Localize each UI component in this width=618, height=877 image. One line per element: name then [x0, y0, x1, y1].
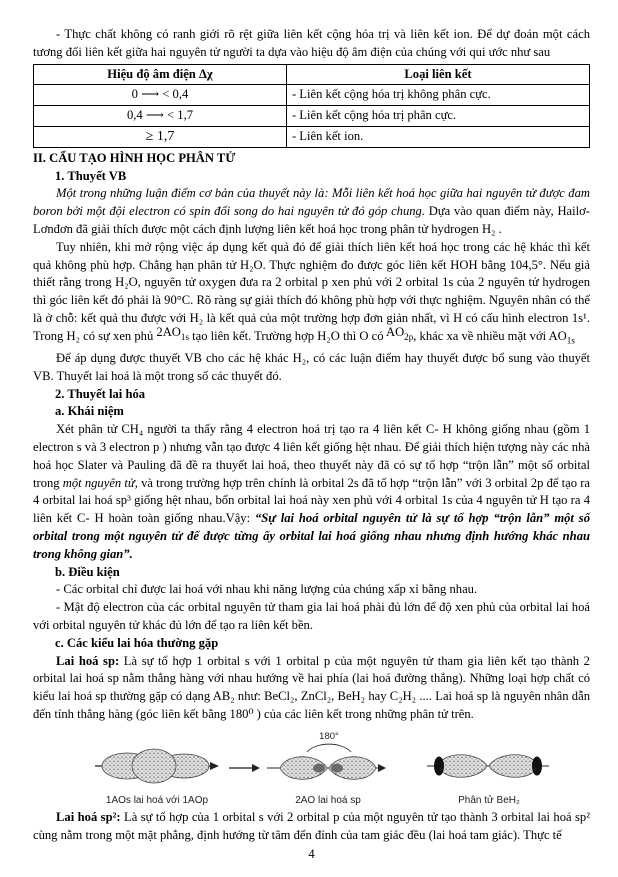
sp-hybridization-paragraph: Lai hoá sp: Là sự tổ hợp 1 orbital s với 1 orbital p của một nguyên tử tham gia liên kết tạo thành 2 orbital lai hoá sp nằm thẳng hàng với nhau hướng về hai phía (lai hoá đường thẳng). Những loại hợp chất có kiểu lai hoá sp thường gặp có dạng AB₂ như: BeCl₂, ZnCl₂, BeH₂ hay C₂H₂ .... Lai hoá sp là nguyên nhân dẫn đến tính thẳng hàng (góc liên kết bằng 180⁰ ) của các liên kết trong những phân tử trên. — [33, 653, 590, 721]
heading-common-hybridizations: c. Các kiểu lai hóa thường gặp — [55, 635, 219, 650]
table-row — [34, 106, 590, 127]
bond-type-cell: - Liên kết ion. — [286, 126, 589, 147]
condition-bullet-energy: - Các orbital chỉ được lai hoá với nhau khi năng lượng của chúng xấp xỉ bằng nhau. — [56, 582, 478, 597]
vb-principle-paragraph: Một trong những luận điểm cơ bản của thuyết này là: Mỗi liên kết hoá học giữa hai nguyên tử được đam boron bởi một đội electron có spin đối song do hai nguyên tử đó góp chung. Dựa vào quan điểm này, Hailơ-Lơnđơn đã giải thích được một cách định lượng liên kết hoá học trong phân tử hydrogen H₂ . — [33, 186, 590, 236]
sp-hybridization-figure — [73, 728, 573, 807]
section-heading-geometry: II. CẤU TẠO HÌNH HỌC PHÂN TỬ — [33, 150, 236, 165]
range-cell: ≥ 1,7 — [34, 126, 287, 147]
heading-hybridization-theory: 2. Thuyết lai hóa — [55, 386, 146, 401]
vb-limitation-paragraph: Tuy nhiên, khi mở rộng việc áp dụng kết quả đó để giải thích liên kết hoá học trong các hệ khác thì kết quả không phù hợp. Chẳng hạn phân tử H₂O. Thực nghiệm đo được góc liên kết HOH bằng 104,5°. Nếu giả thiết rằng trong H₂O, nguyên tử oxygen đưa ra 2 orbital p xen phủ với 2 orbital 1s của 2 nguyên tử hydrogen thì góc liên kết đó phải là 90°C. Rõ ràng sự giải thích đó không phù hợp với thực nghiệm. Nguyên nhân có thể là ở chỗ: kết quả thu được với H₂ là kết quả của một trường hợp đơn giản nhất, vì H có cấu hình electron 1s¹. Trong H₂ có sự xen phủ 2AO1s tạo liên kết. Trường hợp H₂O thì O có AO2p, khác xa về nhiều mặt với $AO_{1s}$ — [33, 239, 591, 346]
sp-hybrid-orbitals-icon — [267, 728, 389, 792]
diagram-label-sp-hybrid: 2AO lai hoá sp — [295, 794, 361, 806]
vb-supplement-paragraph: Để áp dụng được thuyết VB cho các hệ khác H₂, có các luận điểm hay thuyết được bổ sung vào thuyết VB. Thuyết lai hoá là một trong số các thuyết đó. — [33, 351, 590, 383]
bond-type-cell: - Liên kết cộng hóa trị không phân cực. — [286, 85, 589, 106]
diagram-beh2-molecule — [425, 740, 553, 807]
table-header-row — [34, 64, 590, 85]
beh2-molecule-icon — [425, 740, 553, 792]
intro-paragraph: - Thực chất không có ranh giới rõ rệt giữa liên kết cộng hóa trị và liên kết ion. Để dự đoán một cách tương đối liên kết giữa hai nguyên tử người ta dựa vào hiệu độ âm điện của chúng với qui ước như sau — [33, 27, 590, 59]
heading-concept: a. Khái niệm — [55, 404, 124, 419]
diagram-aos-aop — [93, 740, 221, 807]
diagram-label-aos-aop: 1AOs lai hoá với 1AOp — [105, 794, 209, 806]
diagram-label-beh2: Phân tử BeH₂ — [458, 794, 520, 806]
page-number: 4 — [308, 847, 315, 862]
sp2-hybridization-paragraph: Lai hoá sp²: Là sự tổ hợp của 1 orbital s với 2 orbital p của một nguyên tử tạo thành 3 orbital lai hoá sp² cùng nằm trong một mặt phẳng, định hướng từ tâm đến đỉnh của tam giác đều (lai hoá tam giác). Thực tế — [33, 809, 590, 842]
range-cell: 0 ⟶ < 0,4 — [34, 85, 287, 106]
diagram-sp-hybrid — [267, 728, 389, 807]
table-row — [34, 126, 590, 147]
concept-paragraph: Xét phân tử CH₄ người ta thấy rằng 4 electron hoá trị tạo ra 4 liên kết C- H không giống nhau (gồm 1 electron s và 3 electron p ) nhưng vẫn tạo được 4 liên kết giống hệt nhau. Để giải thích hiện tượng này các nhà hoá học Slater và Pauling đã đề ra thuyết lai hoá, theo thuyết này đã có sự tổ hợp “trộn lẫn” một số orbital trong một nguyên tử, và trong trường hợp trên chính là orbital 2s đã tổ hợp “trộn lẫn” với 3 orbital 2p để tạo ra 4 orbital lai hoá sp³ giống hệt nhau, bốn orbital lai hoá này xen phủ với 4 orbital 1s của 4 nguyên tử H tạo ra 4 liên kết C- H hoàn toàn giống nhau.Vậy: “Sự lai hoá orbital nguyên tử là sự tổ hợp “trộn lẫn” một số orbital trong một nguyên tử để được từng ấy orbital lai hoá giống nhau nhưng định hướng khác nhau trong không gian”. — [33, 422, 590, 561]
transform-arrow-icon — [227, 761, 261, 775]
heading-vb-theory: 1. Thuyết VB — [55, 168, 127, 183]
table-row — [34, 85, 590, 106]
col-header-electronegativity: Hiệu độ âm điện Δχ — [34, 64, 287, 85]
bond-type-cell: - Liên kết cộng hóa trị phân cực. — [286, 106, 589, 127]
heading-conditions: b. Điều kiện — [55, 564, 120, 579]
condition-bullet-density: - Mật độ electron của các orbital nguyên tử tham gia lai hoá phải đủ lớn để độ xen phủ của orbital lai hoá với orbital nguyên tử khác đủ lớn để tạo ra liên kết bền. — [33, 600, 590, 633]
range-cell: 0,4 ⟶ < 1,7 — [34, 106, 287, 127]
bond-type-table — [33, 64, 590, 148]
col-header-bond-type: Loại liên kết — [286, 64, 589, 85]
orbital-overlap-diagram-icon — [93, 740, 221, 792]
angle-label: 180° — [319, 730, 339, 742]
